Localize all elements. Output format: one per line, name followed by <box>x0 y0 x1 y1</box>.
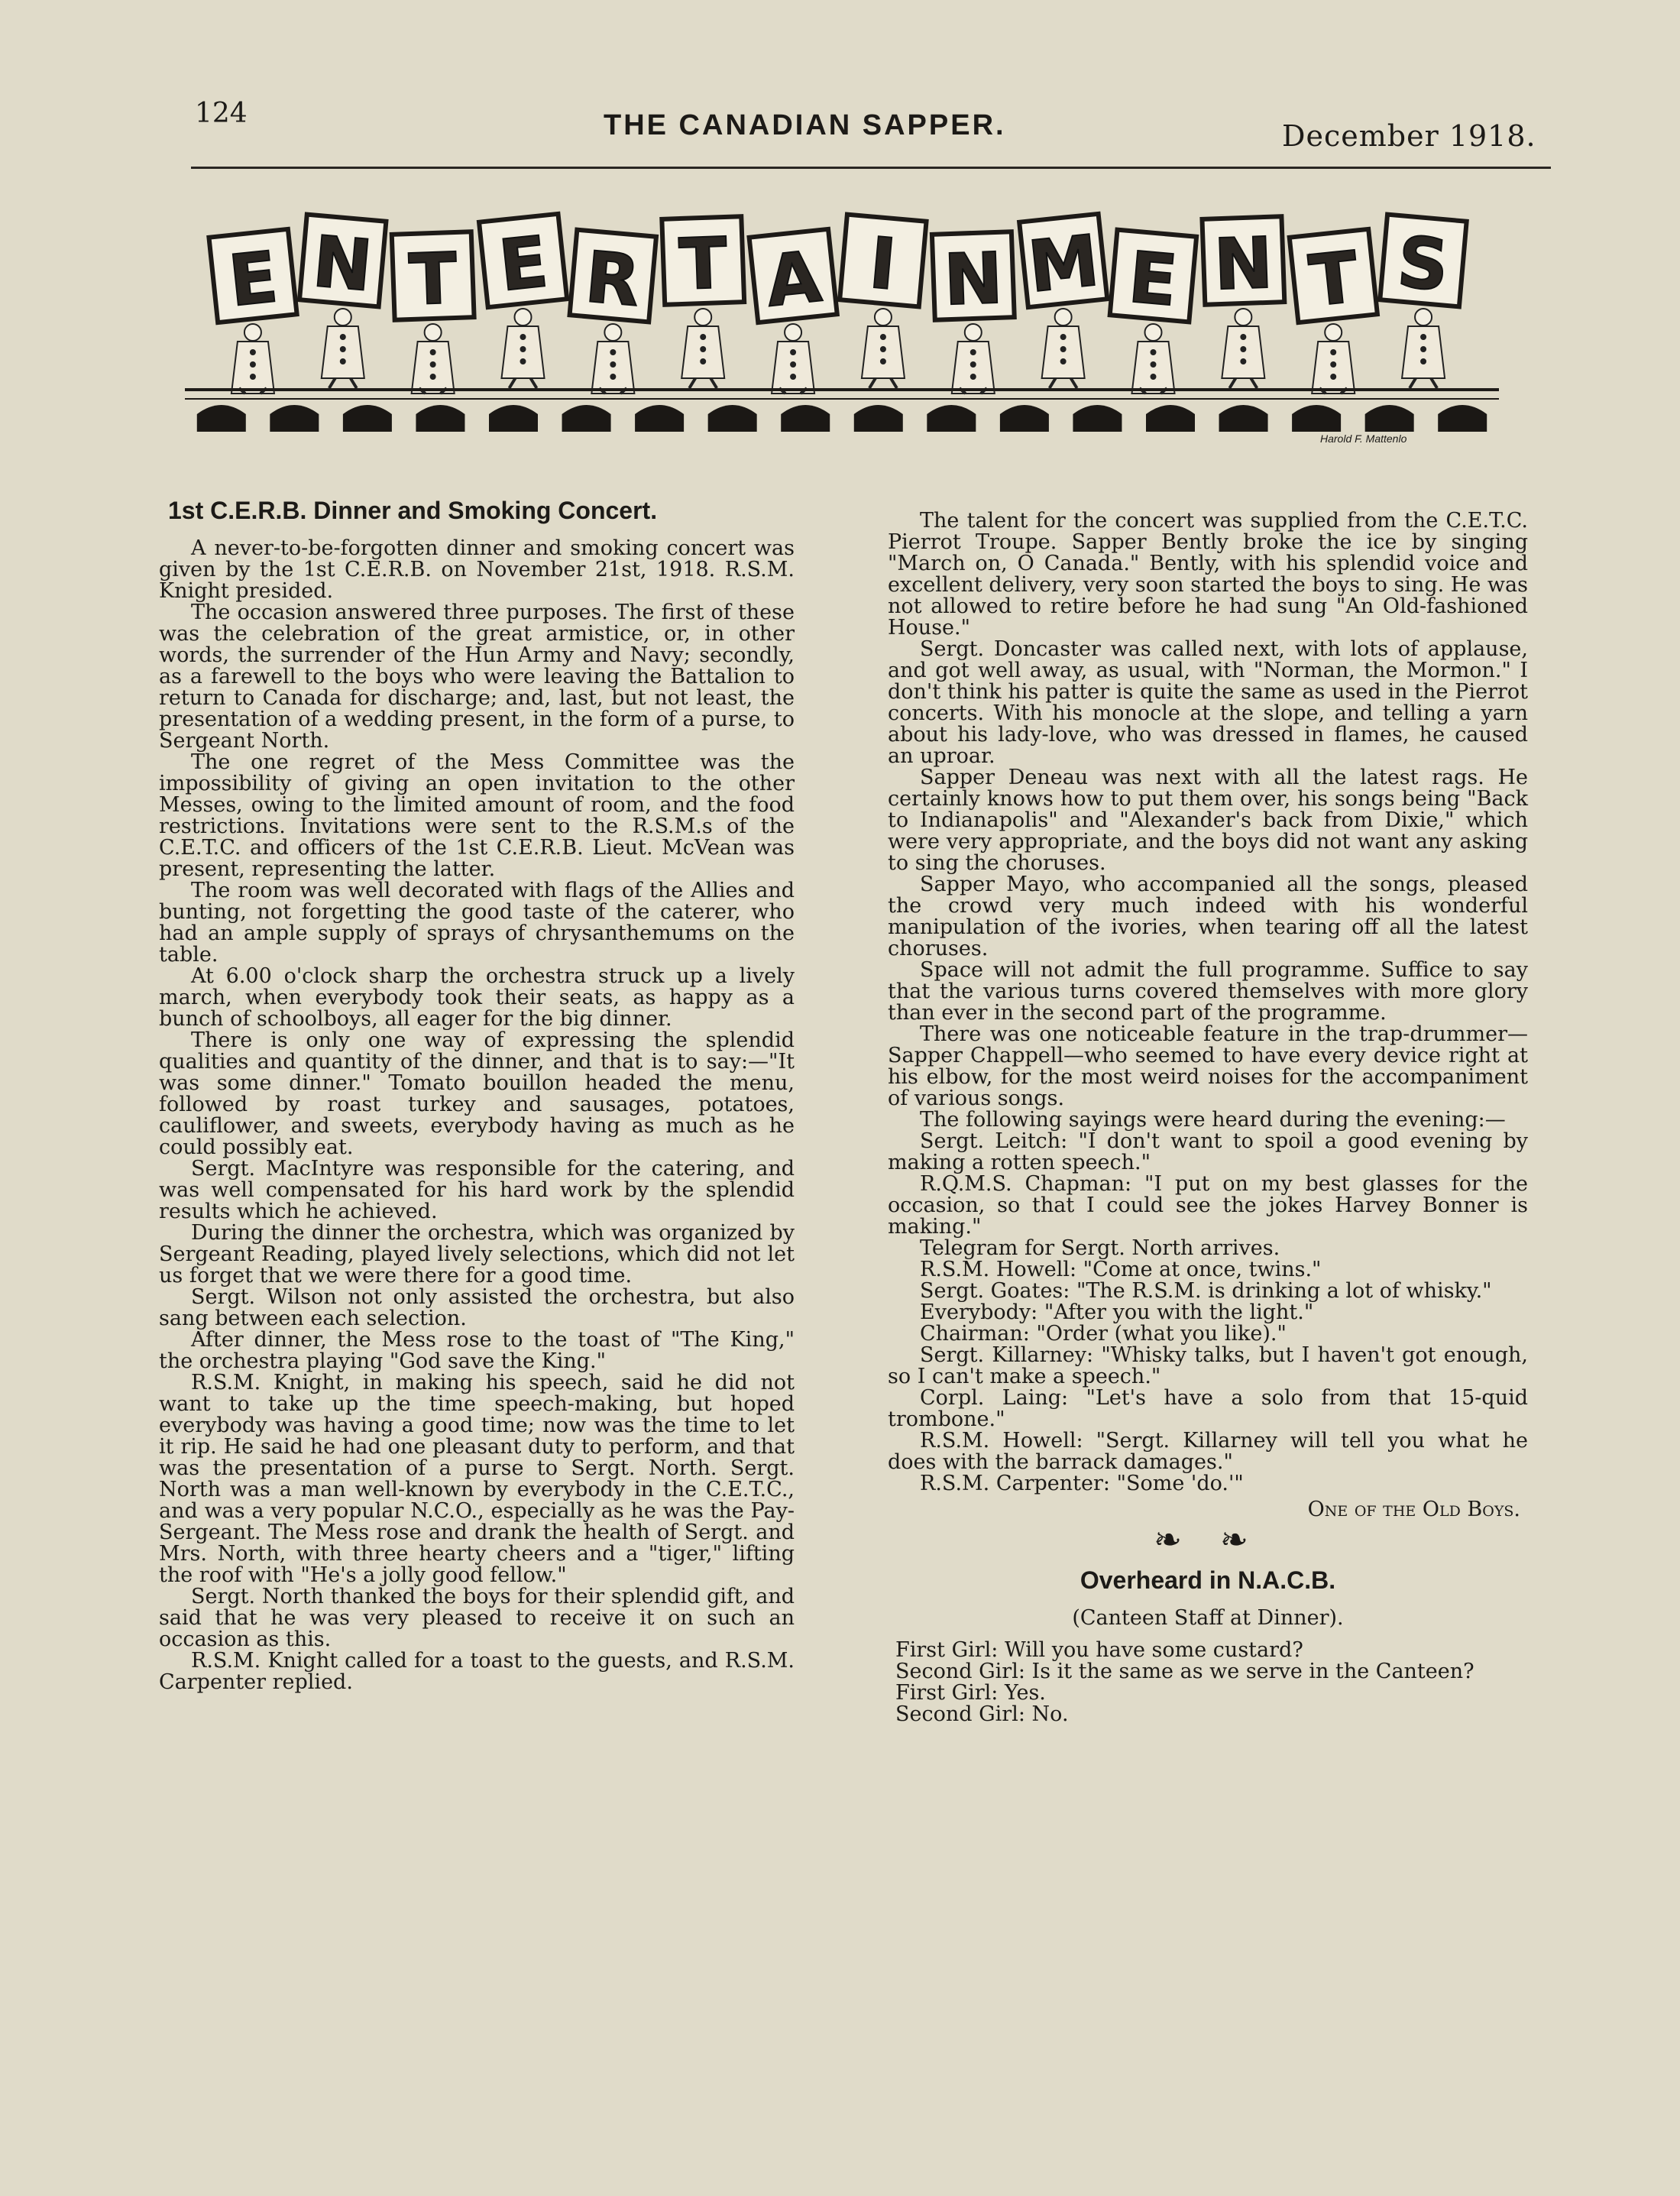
article-paragraph: Space will not admit the full programme. Suffice to say that the various turns covered themselves with more glory than ever in the second part of the programme. <box>888 958 1528 1025</box>
pierrot-figure <box>965 324 982 341</box>
footlight <box>635 405 684 432</box>
footlight <box>343 405 392 432</box>
article-signature: One of the Old Boys. <box>1307 1498 1520 1521</box>
pierrot-button <box>341 359 345 364</box>
footlight <box>416 405 465 432</box>
banner-letter: E <box>1125 236 1180 322</box>
banner-illustration <box>177 199 1507 443</box>
saying-item: R.S.M. Carpenter: "Some 'do.'" <box>920 1472 1244 1495</box>
pierrot-button <box>1421 335 1426 339</box>
footlight <box>1219 405 1268 432</box>
footlight <box>781 405 830 432</box>
dialogue-line: Second Girl: No. <box>895 1702 1069 1726</box>
article-paragraph: The following sayings were heard during the evening:— <box>920 1108 1506 1132</box>
pierrot-figure <box>875 309 892 326</box>
footlight <box>927 405 976 432</box>
article-paragraph: At 6.00 o'clock sharp the orchestra struck up a lively march, when everybody took their seats, as happy as a bunch of schoolboys, all eager for the big dinner. <box>159 964 795 1031</box>
pierrot-button <box>1061 347 1066 351</box>
banner-letter-card <box>392 232 474 322</box>
banner-letter-card <box>932 232 1015 322</box>
pierrot-figure <box>1235 309 1251 326</box>
pierrot-button <box>971 374 976 379</box>
banner-letter: T <box>1305 235 1362 322</box>
footlight <box>270 405 319 432</box>
pierrot-button <box>701 347 705 351</box>
article-paragraph: The talent for the concert was supplied from the C.E.T.C. Pierrot Troupe. Sapper Bently broke the ice by singing "March on, O Canada." Bently, with his splendid voice and excellent delivery, very soon started the boys to sing. He was not allowed to retire before he had sung "An Old-fashioned House." <box>888 509 1528 640</box>
banner-letter-card <box>1202 216 1284 306</box>
pierrot-button <box>1331 374 1335 379</box>
article-paragraph: The occasion answered three purposes. The first of these was the celebration of the great armistice, or, in other words, the surrender of the Hun Army and Navy; secondly, as a farewell to the boys who were leaving the Battalion to return to Canada for discharge; and, last, but not least, the presentation of a wedding present, in the form of a purse, to Sergeant North. <box>159 601 795 753</box>
banner-letter-card <box>749 229 837 324</box>
article-paragraph: R.S.M. Knight called for a toast to the guests, and R.S.M. Carpenter replied. <box>159 1649 795 1694</box>
footlight <box>1292 405 1341 432</box>
banner-letter-card <box>299 215 387 309</box>
article-paragraph: A never-to-be-forgotten dinner and smoking concert was given by the 1st C.E.R.B. on November 21st, 1918. R.S.M. Knight presided. <box>159 536 795 603</box>
banner-letter: T <box>407 237 459 322</box>
footlight <box>1073 405 1122 432</box>
pierrot-button <box>791 362 795 367</box>
article-paragraph: The room was well decorated with flags of the Allies and bunting, not forgetting the good taste of the caterer, who had an ample supply of sprays of chrysanthemums on the table. <box>159 879 795 967</box>
saying-item: Everybody: "After you with the light." <box>920 1300 1314 1324</box>
header-rule <box>191 167 1551 169</box>
pierrot-figure <box>335 309 351 326</box>
article-body-continued <box>888 510 1528 1131</box>
pierrot-figure <box>1145 324 1162 341</box>
pierrot-button <box>1331 362 1335 367</box>
article-paragraph: The one regret of the Mess Committee was the impossibility of giving an open invitation to the other Messes, owing to the limited amount of room, and the food restrictions. Invitations were sent to the R.S.M.s of the C.E.T.C. and officers of the 1st C.E.R.B. Lieut. McVean was present, representing the latter. <box>159 750 795 881</box>
overheard-subhead: (Canteen Staff at Dinner). <box>1072 1606 1344 1630</box>
article-paragraph: There was one noticeable feature in the trap-drummer—Sapper Chappell—who seemed to have every device right at his elbow, for the most weird noises for the accompaniment of various songs. <box>888 1022 1528 1110</box>
article-paragraph: R.S.M. Knight, in making his speech, said he did not want to take up the time speech-making, but hoped everybody was having a good time; now was the time to let it rip. He said he had one pleasant duty to perform, and that was the presentation of a purse to Sergt. North. Sergt. North was a man well-known by everybody in the C.E.T.C., and was a very popular N.C.O., especially as he was the Pay-Sergeant. The Mess rose and drank the health of Sergt. and Mrs. North, with three hearty cheers and a "tiger," lifting the roof with "He's a jolly good fellow." <box>159 1371 795 1587</box>
ornament-divider: ❧ ❧ <box>1154 1521 1262 1560</box>
pierrot-button <box>431 362 435 367</box>
overheard-headline: Overheard in N.A.C.B. <box>1080 1566 1336 1594</box>
pierrot-figure <box>1415 309 1432 326</box>
pierrot-figure <box>689 378 717 388</box>
left-column <box>159 495 795 1693</box>
saying-item: Sergt. Goates: "The R.S.M. is drinking a lot of whisky." <box>920 1279 1492 1303</box>
article-headline: 1st C.E.R.B. Dinner and Smoking Concert. <box>168 497 658 524</box>
pierrot-figure <box>604 324 621 341</box>
magazine-title: THE CANADIAN SAPPER. <box>604 109 1006 141</box>
pierrot-button <box>251 362 255 367</box>
pierrot-button <box>431 374 435 379</box>
pierrot-figure <box>425 324 442 341</box>
banner-letter-card <box>662 216 744 306</box>
article-paragraph: Sergt. North thanked the boys for their splendid gift, and said that he was very pleased to receive it on such an occasion as this. <box>159 1585 795 1651</box>
sayings-list <box>888 1131 1528 1495</box>
footlight <box>1000 405 1049 432</box>
saying-item: R.S.M. Howell: "Sergt. Killarney will tell you what he does with the barrack damages." <box>888 1429 1528 1474</box>
pierrot-button <box>521 335 526 339</box>
pierrot-button <box>881 359 885 364</box>
article-paragraph: Sergt. Wilson not only assisted the orchestra, but also sang between each selection. <box>159 1285 795 1330</box>
dialogue-line: First Girl: Yes. <box>895 1681 1046 1705</box>
pierrot-button <box>610 362 615 367</box>
pierrot-button <box>341 335 345 339</box>
pierrot-button <box>701 359 705 364</box>
pierrot-button <box>791 374 795 379</box>
pierrot-figure <box>1325 324 1342 341</box>
page-number: 124 <box>195 98 248 129</box>
pierrot-button <box>1421 359 1426 364</box>
saying-item: R.Q.M.S. Chapman: "I put on my best glasses for the occasion, so that I could see the jokes Harvey Bonner is making." <box>888 1172 1528 1239</box>
pierrot-button <box>251 374 255 379</box>
pierrot-figure <box>1229 378 1257 388</box>
pierrot-figure <box>869 378 897 388</box>
banner-letter-card <box>1110 230 1197 324</box>
banner-letter: M <box>1025 219 1103 309</box>
pierrot-button <box>1151 362 1156 367</box>
footlight <box>708 405 757 432</box>
pierrot-button <box>1421 347 1426 351</box>
dialogue-line: First Girl: Will you have some custard? <box>895 1638 1303 1662</box>
saying-item: Corpl. Laing: "Let's have a solo from that 15-quid trombone." <box>888 1386 1528 1431</box>
pierrot-button <box>1061 359 1066 364</box>
article-paragraph: Sapper Deneau was next with all the latest rags. He certainly knows how to put them over, his songs being "Back to Indianapolis" and "Alexander's back from Dixie," which were very appropriate, and the boys did not want any asking to sing the choruses. <box>888 766 1528 875</box>
pierrot-button <box>1151 350 1156 355</box>
banner-letter: I <box>866 222 900 306</box>
dialogue-line: Second Girl: Is it the same as we serve in the Canteen? <box>895 1660 1474 1683</box>
saying-item: Telegram for Sergt. North arrives. <box>920 1236 1280 1260</box>
banner-letter-card <box>1290 229 1377 324</box>
entertainments-banner <box>177 199 1507 443</box>
article-paragraph: Sapper Mayo, who accompanied all the songs, pleased the crowd very much indeed with his wonderful manipulation of the ivories, when tearing off all the latest choruses. <box>888 873 1528 960</box>
pierrot-button <box>881 335 885 339</box>
issue-date: December 1918. <box>1282 119 1536 153</box>
article-paragraph: Sergt. Doncaster was called next, with lots of applause, and got well away, as usual, with "Norman, the Mormon." I don't think his patter is quite the same as used in the Pierrot concerts. With his monocle at the slope, and telling a yarn about his lady-love, who was dressed in flames, he caused an uproar. <box>888 637 1528 768</box>
banner-letter: S <box>1394 221 1452 307</box>
pierrot-figure <box>515 309 532 326</box>
footlight <box>489 405 538 432</box>
pierrot-button <box>431 350 435 355</box>
article-paragraph: During the dinner the orchestra, which was organized by Sergeant Reading, played lively selections, which did not let us forget that we were there for a good time. <box>159 1221 795 1287</box>
footlight <box>1365 405 1414 432</box>
right-column <box>888 510 1528 1725</box>
footlight <box>1438 405 1487 432</box>
pierrot-button <box>971 362 976 367</box>
pierrot-button <box>251 350 255 355</box>
banner-letter: T <box>678 222 729 306</box>
footlight <box>1146 405 1195 432</box>
saying-item: Sergt. Leitch: "I don't want to spoil a good evening by making a rotten speech." <box>888 1129 1528 1174</box>
pierrot-button <box>521 347 526 351</box>
pierrot-button <box>1241 347 1245 351</box>
banner-letter: A <box>762 235 825 323</box>
overheard-dialogue <box>888 1640 1528 1725</box>
pierrot-button <box>1241 335 1245 339</box>
artist-credit: Harold F. Mattenlo <box>1320 432 1407 445</box>
banner-letter: R <box>581 236 643 322</box>
article-paragraph: There is only one way of expressing the splendid qualities and quantity of the dinner, and that is to say:—"It was some dinner." Tomato bouillon headed the menu, followed by roast turkey and sausages, potatoes, cauliflower, and sweets, everybody having as much as he could possibly eat. <box>159 1028 795 1159</box>
banner-letter: N <box>942 237 1005 322</box>
pierrot-figure <box>694 309 711 326</box>
saying-item: R.S.M. Howell: "Come at once, twins." <box>920 1258 1322 1281</box>
banner-letter: N <box>1212 222 1274 306</box>
footlight <box>854 405 903 432</box>
banner-letter-card <box>1380 215 1467 309</box>
saying-item: Chairman: "Order (what you like)." <box>920 1322 1287 1346</box>
pierrot-button <box>521 359 526 364</box>
banner-letter: E <box>225 235 282 322</box>
pierrot-figure <box>244 324 261 341</box>
saying-item: Sergt. Killarney: "Whisky talks, but I haven't got enough, so I can't make a speech." <box>888 1343 1528 1388</box>
pierrot-button <box>1061 335 1066 339</box>
banner-letter-card <box>840 215 927 309</box>
banner-letter: E <box>495 220 552 307</box>
pierrot-button <box>610 374 615 379</box>
pierrot-figure <box>1410 378 1437 388</box>
article-body <box>159 538 795 1693</box>
pierrot-button <box>1151 374 1156 379</box>
article-paragraph: Sergt. MacIntyre was responsible for the catering, and was well compensated for his hard work by the splendid results which he achieved. <box>159 1157 795 1223</box>
banner-letter-card <box>479 214 567 309</box>
footlight <box>197 405 246 432</box>
banner-letter: N <box>309 220 376 308</box>
pierrot-figure <box>1050 378 1077 388</box>
banner-letter-card <box>569 230 656 324</box>
pierrot-figure <box>329 378 357 388</box>
pierrot-button <box>701 335 705 339</box>
pierrot-button <box>881 347 885 351</box>
pierrot-button <box>1241 359 1245 364</box>
footlight <box>562 405 611 432</box>
pierrot-button <box>791 350 795 355</box>
banner-letter-card <box>209 229 296 324</box>
pierrot-button <box>341 347 345 351</box>
pierrot-button <box>610 350 615 355</box>
pierrot-figure <box>1055 309 1072 326</box>
article-paragraph: After dinner, the Mess rose to the toast of "The King," the orchestra playing "God save the King." <box>159 1328 795 1373</box>
pierrot-figure <box>510 378 537 388</box>
pierrot-figure <box>785 324 801 341</box>
pierrot-button <box>971 350 976 355</box>
pierrot-button <box>1331 350 1335 355</box>
banner-letter-card <box>1019 214 1107 309</box>
